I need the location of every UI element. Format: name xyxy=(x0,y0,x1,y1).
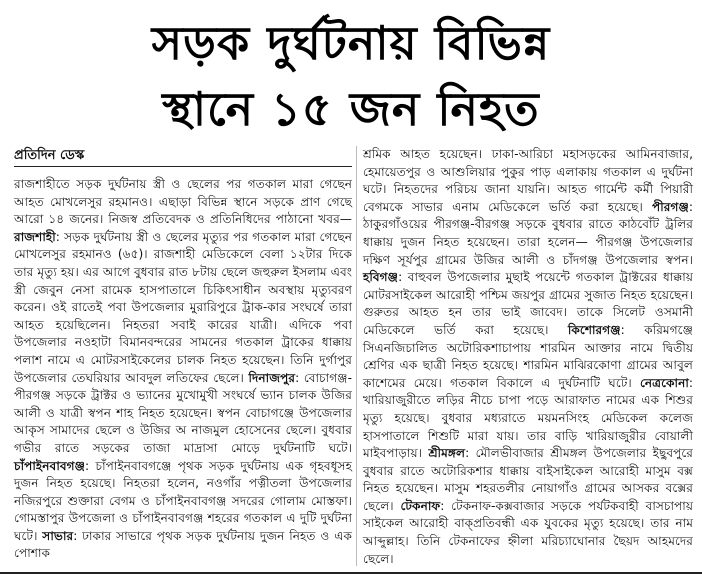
rajshahi-text: : সড়ক দুর্ঘটনায় স্ত্রী ও ছেলের মৃত্যুর পর গতকাল মারা গেছেন মোখলেসুর রহমানও (৬৫)। রাজশাহী মেডিকেলে বেলা ১২টার দিকে তার মৃত্যু হয়। এর আগে বুধবার রাত ৮টায় ছেলে জহুরুল ইসলাম এবং স্ত্রী জেবুন নেসা রামেক হাসপাতালে চিকিৎসাধীন অবস্থায় মৃত্যুবরণ করেন। ওই রাতেই পবা উপজেলার মুরারিপুরে ট্রাক-কার সংঘর্ষে তারা আহত হয়েছিলেন। নিহতরা সবাই কারের যাত্রী। এদিকে পবা উপজেলার নওহাটা বিমানবন্দরের সামনের গতকাল ট্রাকের ধাক্কায় পলাশ নামে এ মোটরসাইকেলের চালক নিহত হয়েছেন। তিনি দুর্গাপুর উপজেলার তেঘরিয়ার আবদুল লতিফের ছেলে। xyxy=(14,229,352,385)
habiganj-text: : বাহুবল উপজেলার মুছাই পয়েন্টে গতকাল ট্রাক্টরের ধাক্কায় মোটরসাইকেল আরোহী পশ্চিম জয়পুর গ্রামের সুজাত নিহত হয়েছেন। গুরুতর আহত হন তার ভাই জাবেদ। তাকে সিলেট ওসমানী মেডিকেলে ভর্তি করা হয়েছে। xyxy=(363,270,693,337)
column-divider xyxy=(356,146,357,566)
dateline-sreemangal: শ্রীমঙ্গল xyxy=(428,446,466,461)
headline-line-2: স্থানে ১৫ জন নিহত xyxy=(162,82,540,136)
dateline-habiganj: হবিগঞ্জ xyxy=(363,270,399,285)
dateline-savar: সাভার xyxy=(42,528,74,543)
dateline-netrokona: নেত্রকোনা xyxy=(639,375,689,390)
byline-divider xyxy=(14,166,352,167)
chapai-text: : চাঁপাইনবাবগঞ্জে পৃথক সড়ক দুর্ঘটনায় এক গৃহবধূসহ দুজন নিহত হয়েছে। নিহতরা হলেন, নওগাঁর পত্নীতলা উপজেলার নজিরপুরে শুক্তারা বেগম ও চাঁপাইনবাবগঞ্জ সদরের গোলাম মোস্তফা। গোমস্তাপুর উপজেলা ও চাঁপাইনবাবগঞ্জ শহরের গতকাল এ দুটি দুর্ঘটনা ঘটে। xyxy=(14,458,352,543)
intro-text: রাজশাহীতে সড়ক দুর্ঘটনায় স্ত্রী ও ছেলের পর গতকাল মারা গেছেন আহত মোখলেসুর রহমানও। এছাড়া বিভিন্ন স্থানে সড়কে প্রাণ গেছে আরো ১৪ জনের। নিজস্ব প্রতিবেদক ও প্রতিনিধিদের পাঠানো খবর— xyxy=(14,177,352,227)
headline xyxy=(0,10,702,142)
dateline-pirganj: পীরগঞ্জ xyxy=(652,199,689,214)
article-paragraph xyxy=(363,146,693,568)
netrokona-text: : খারিয়াজুরীতে লড়ির নীচে চাপা পড়ে আরাফাত নামের এক শিশুর মৃত্যু হয়েছে। বুধবার মধ্যরাতে ময়মনসিংহ মেডিকেল কলেজ হাসপাতালে শিশুটি মারা যায়। তার বাড়ি খারিয়াজুরীর বোয়ালী মাইবপাড়ায়। xyxy=(363,375,694,461)
pirganj-text: : ঠাকুরগাঁওয়ের পীরগঞ্জ-বীরগঞ্জ সড়কে বুধবার রাতে কাঠবোঁট ট্রলির ধাক্কায় দুজন নিহত হয়েছেন। তারা হলেন— পীরগঞ্জ উপজেলার দক্ষিণ সূর্যপুর গ্রামের উজির আলী ও চাঁদগঞ্জ উপজেলার স্বপন। xyxy=(363,199,693,267)
byline: প্রতিদিন ডেস্ক xyxy=(14,148,85,163)
savar-text: : ঢাকার সাভারে পৃথক সড়ক দুর্ঘটনায় দুজন নিহত ও এক পোশাক xyxy=(14,528,353,561)
dateline-dinajpur: দিনাজপুর xyxy=(248,370,296,385)
dateline-chapai: চাঁপাইনবাবগঞ্জ xyxy=(14,458,86,473)
sreemangal-text: : মৌলভীবাজার শ্রীমঙ্গল উপজেলার ইছুবপুরে বুধবার রাতে অটোরিকশার ধাক্কায় বাইসাইকেল আরোহী মাসুম বক্স নিহত হয়েছেন। মাসুম শহরতলীর নোয়াগাঁও গ্রামের আসকর বক্সের ছেলে। xyxy=(363,446,693,513)
headline-line-1: সড়ক দুর্ঘটনায় বিভিন্ন xyxy=(151,16,551,70)
kishoreganj-text: : করিমগঞ্জে সিএনজিচালিত অটোরিকশাচাপায় শারমিন আক্তার নামে দ্বিতীয় শ্রেণির এক ছাত্রী নিহত হয়েছে। শারমিন মাঝিরকোণা গ্রামের আবুল কাশেমের মেয়ে। গতকাল বিকালে এ দুর্ঘটনাটি ঘটে। xyxy=(363,322,693,390)
dateline-rajshahi: রাজশাহী xyxy=(14,229,56,244)
teknaf-text: : টেকনাফ-কক্সবাজার সড়কে পর্যটকবাহী বাসচাপায় সাইকেল আরোহী বাক্প্রতিবন্ধী এক যুবকের মৃত্যু হয়েছে। তার নাম আব্দুল্লাহ। তিনি টেকনাফের হ্নীলা মরিচ্যাঘোনার ছৈয়দ আহমদের ছেলে। xyxy=(363,498,694,566)
article-column-left xyxy=(14,176,352,563)
dateline-teknaf: টেকনাফ xyxy=(400,498,441,513)
dinajpur-text: : বোচাগঞ্জ-পীরগঞ্জ সড়কে ট্রাক্টর ও ভ্যানের মুখোমুখী সংঘর্ষে ভ্যান চালক উজির আলী ও যাত্রী স্বপন শাহ নিহত হয়েছেন। স্বপন বোচাগঞ্জে উপজেলার আকৃস সামাদের ছেলে ও উজির অ নাজমুল হোসেনের ছেলে। বুধবার গভীর রাতে সড়কের তাজা মাদ্রাসা মোড়ে দুর্ঘটনাটি ঘটে। xyxy=(14,370,352,455)
article-paragraph xyxy=(14,176,352,563)
dateline-kishoreganj: কিশোরগঞ্জ xyxy=(567,322,621,337)
savar-continued-text: শ্রমিক আহত হয়েছেন। ঢাকা-আরিচা মহাসড়কের আমিনবাজার, হেমায়েতপুর ও আশুলিয়ার পুকুর পাড় এলাকায় গতকাল এ দুর্ঘটনা ঘটে। নিহতদের পরিচয় জানা যায়নি। আহত গার্মেন্ট কর্মী পিয়ারী বেগমকে সাভার এনাম মেডিকেলে ভর্তি করা হয়েছে। xyxy=(363,147,693,214)
article-column-right xyxy=(363,146,693,568)
bottom-divider xyxy=(0,572,702,574)
